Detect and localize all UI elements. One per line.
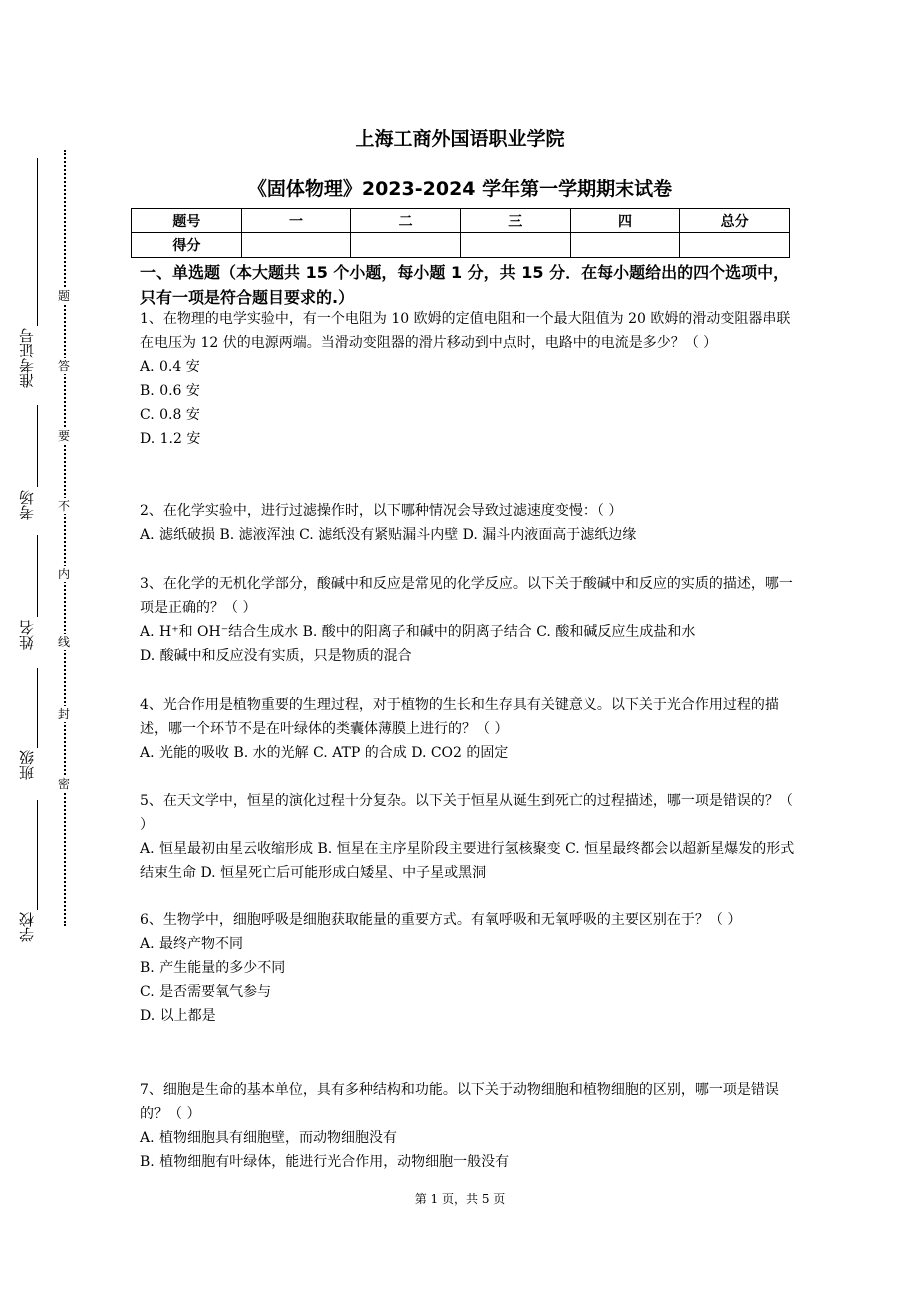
- exam-number-label: 准考证号: [18, 328, 36, 388]
- score-table: [131, 208, 790, 258]
- exam-room-label: 考场: [18, 490, 36, 520]
- question-stem: 1、在物理的电学实验中，有一个电阻为 10 欧姆的定值电阻和一个最大阻值为 20 欧姆的滑动变阻器串联在电压为 12 伏的电源两端。当滑动变阻器的滑片移动到中点时，电路中的电流是多少？（ ）: [140, 311, 791, 351]
- score-blank-cell: [680, 233, 790, 258]
- question-option: D. 1.2 安: [140, 431, 201, 447]
- question-option: C. 是否需要氧气参与: [140, 984, 272, 1000]
- question-6: [140, 908, 802, 1028]
- score-cell: 三: [460, 209, 570, 233]
- score-table-header-row: [132, 209, 790, 233]
- exam-room-underline: [37, 405, 38, 487]
- question-option: D. 以上都是: [140, 1008, 216, 1024]
- seal-char: 封: [58, 707, 71, 721]
- seal-char: 题: [58, 289, 71, 303]
- seal-char: 答: [58, 359, 71, 373]
- question-3: [140, 572, 802, 668]
- score-row-label: 得分: [132, 233, 242, 258]
- question-1: [140, 307, 802, 451]
- question-option: D. 酸碱中和反应没有实质，只是物质的混合: [140, 648, 412, 664]
- question-option: C. 0.8 安: [140, 407, 200, 423]
- question-option: A. 恒星最初由星云收缩形成 B. 恒星在主序星阶段主要进行氢核聚变 C. 恒星最终都会以超新星爆发的形式结束生命 D. 恒星死亡后可能形成白矮星、中子星或黑洞: [140, 841, 795, 881]
- school-label: 学校: [18, 912, 36, 942]
- seal-dotted-line: [64, 150, 66, 926]
- seal-char: 密: [58, 777, 71, 791]
- question-option: B. 0.6 安: [140, 383, 200, 399]
- score-cell: 一: [241, 209, 351, 233]
- question-option: A. 植物细胞具有细胞壁，而动物细胞没有: [140, 1130, 398, 1146]
- question-option: A. H⁺和 OH⁻结合生成水 B. 酸中的阳离子和碱中的阴离子结合 C. 酸和碱反应生成盐和水: [140, 624, 696, 640]
- question-option: A. 滤纸破损 B. 滤液浑浊 C. 滤纸没有紧贴漏斗内壁 D. 漏斗内液面高于滤纸边缘: [140, 527, 637, 543]
- question-stem: 4、光合作用是植物重要的生理过程，对于植物的生长和生存具有关键意义。以下关于光合作用过程的描述，哪一个环节不是在叶绿体的类囊体薄膜上进行的？（ ）: [140, 697, 779, 737]
- question-option: A. 0.4 安: [140, 359, 200, 375]
- score-blank-cell: [570, 233, 680, 258]
- question-option: A. 光能的吸收 B. 水的光解 C. ATP 的合成 D. CO2 的固定: [140, 745, 509, 761]
- score-blank-cell: [351, 233, 461, 258]
- school-underline: [37, 800, 38, 910]
- seal-char: 要: [58, 429, 71, 443]
- score-blank-cell: [460, 233, 570, 258]
- question-2: [140, 499, 802, 547]
- score-cell: 四: [570, 209, 680, 233]
- question-5: [140, 789, 802, 885]
- page-footer: 第 1 页，共 5 页: [414, 1192, 506, 1206]
- question-stem: 5、在天文学中，恒星的演化过程十分复杂。以下关于恒星从诞生到死亡的过程描述，哪一项是错误的？（ ）: [140, 793, 793, 833]
- seal-char: 不: [58, 499, 71, 513]
- class-underline: [37, 668, 38, 748]
- question-option: B. 产生能量的多少不同: [140, 960, 286, 976]
- question-stem: 2、在化学实验中，进行过滤操作时，以下哪种情况会导致过滤速度变慢：（ ）: [140, 503, 623, 519]
- name-label: 姓名: [18, 620, 36, 650]
- section-title: 一、单选题（本大题共 15 个小题，每小题 1 分，共 15 分．在每小题给出的四个选项中，只有一项是符合题目要求的.）: [140, 263, 790, 307]
- class-label: 班级: [18, 750, 36, 780]
- school-name: 上海工商外国语职业学院: [355, 128, 565, 150]
- name-underline: [37, 535, 38, 617]
- exam-title: 《固体物理》2023-2024 学年第一学期期末试卷: [247, 178, 673, 200]
- question-7: [140, 1078, 802, 1174]
- question-4: [140, 693, 802, 765]
- question-stem: 3、在化学的无机化学部分，酸碱中和反应是常见的化学反应。以下关于酸碱中和反应的实质的描述，哪一项是正确的？（ ）: [140, 576, 793, 616]
- question-stem: 7、细胞是生命的基本单位，具有多种结构和功能。以下关于动物细胞和植物细胞的区别，哪一项是错误的？（ ）: [140, 1082, 779, 1122]
- seal-char: 线: [58, 635, 71, 649]
- question-option: B. 植物细胞有叶绿体，能进行光合作用，动物细胞一般没有: [140, 1154, 510, 1170]
- score-table-score-row: [132, 233, 790, 258]
- question-stem: 6、生物学中，细胞呼吸是细胞获取能量的重要方式。有氧呼吸和无氧呼吸的主要区别在于？（ ）: [140, 912, 742, 928]
- seal-char: 内: [58, 567, 71, 581]
- score-blank-cell: [241, 233, 351, 258]
- score-cell: 总分: [680, 209, 790, 233]
- score-cell: 二: [351, 209, 461, 233]
- question-option: A. 最终产物不同: [140, 936, 244, 952]
- score-cell: 题号: [132, 209, 242, 233]
